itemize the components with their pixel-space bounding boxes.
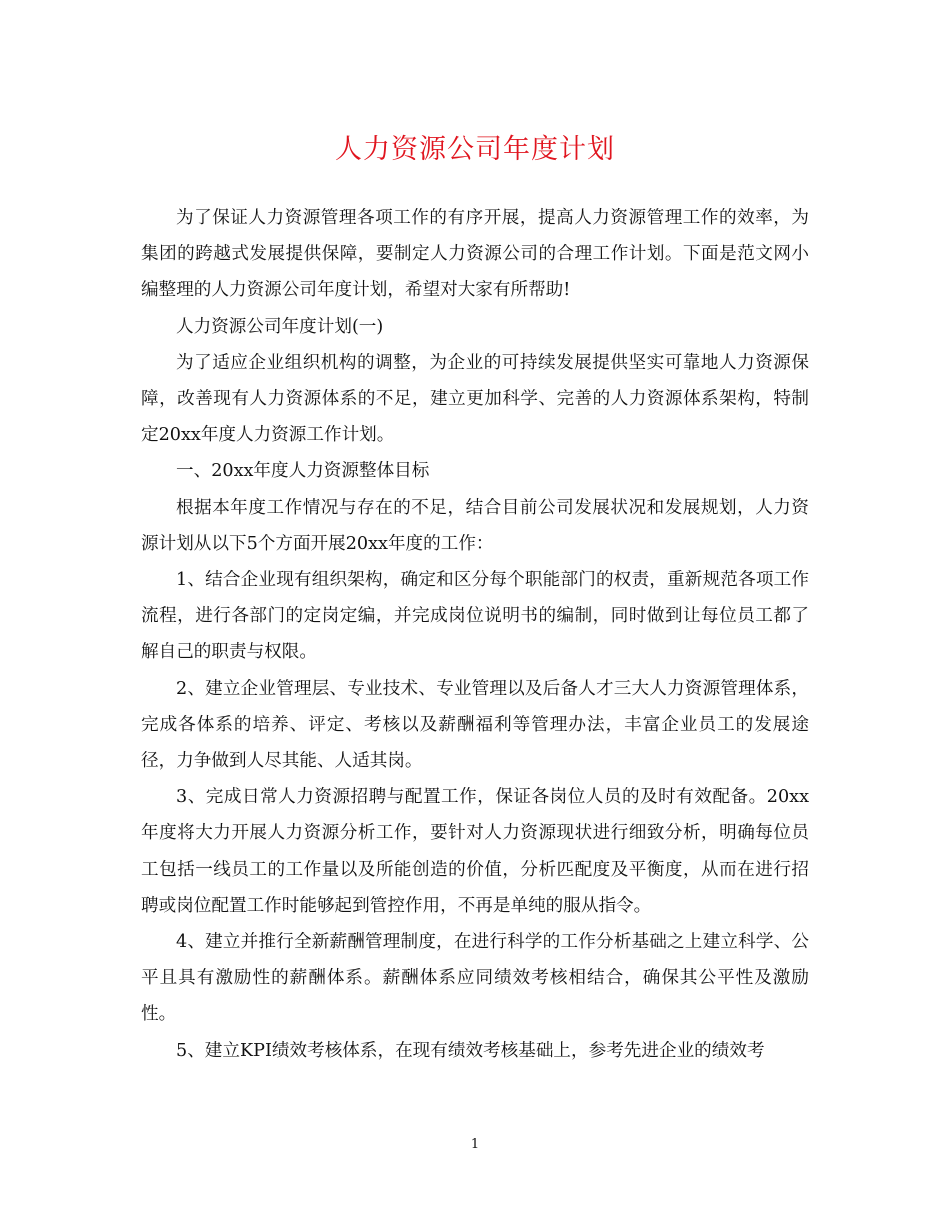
list-item-3: 3、完成日常人力资源招聘与配置工作，保证各岗位人员的及时有效配备。20xx年度将大力开展人力资源分析工作，要针对人力资源现状进行细致分析，明确每位员工包括一线员工的工作量以及所能创造的价值，分析匹配度及平衡度，从而在进行招聘或岗位配置工作时能够起到管控作用，不再是单纯的服从指令。 xyxy=(141,787,809,916)
list-item-1: 1、结合企业现有组织架构，确定和区分每个职能部门的权责，重新规范各项工作流程，进行各部门的定岗定编，并完成岗位说明书的编制，同时做到让每位员工都了解自己的职责与权限。 xyxy=(141,570,809,663)
list-item-2: 2、建立企业管理层、专业技术、专业管理以及后备人才三大人力资源管理体系，完成各体系的培养、评定、考核以及薪酬福利等管理办法，丰富企业员工的发展途径，力争做到人尽其能、人适其岗。 xyxy=(141,678,809,772)
paragraph-intro: 为了保证人力资源管理各项工作的有序开展，提高人力资源管理工作的效率，为集团的跨越式发展提供保障，要制定人力资源公司的合理工作计划。下面是范文网小编整理的人力资源公司年度计划，希望对大家有所帮助! xyxy=(141,208,809,301)
page-number: 1 xyxy=(470,1137,480,1152)
list-item-5: 5、建立KPI绩效考核体系，在现有绩效考核基础上，参考先进企业的绩效考 xyxy=(176,1040,765,1061)
paragraph-purpose: 为了适应企业组织机构的调整，为企业的可持续发展提供坚实可靠地人力资源保障，改善现有人力资源体系的不足，建立更加科学、完善的人力资源体系架构，特制定20xx年度人力资源工作计划。 xyxy=(141,352,809,446)
document-body xyxy=(141,200,809,1069)
document-title: 人力资源公司年度计划 xyxy=(335,134,615,165)
section-heading-overall-goal: 一、20xx年度人力资源整体目标 xyxy=(176,461,430,482)
list-item-4: 4、建立并推行全新薪酬管理制度，在进行科学的工作分析基础之上建立科学、公平且具有激励性的薪酬体系。薪酬体系应同绩效考核相结合，确保其公平性及激励性。 xyxy=(141,932,809,1025)
paragraph-basis: 根据本年度工作情况与存在的不足，结合目前公司发展状况和发展规划，人力资源计划从以下5个方面开展20xx年度的工作： xyxy=(141,497,809,554)
section-heading-plan-one: 人力资源公司年度计划(一) xyxy=(176,316,384,337)
